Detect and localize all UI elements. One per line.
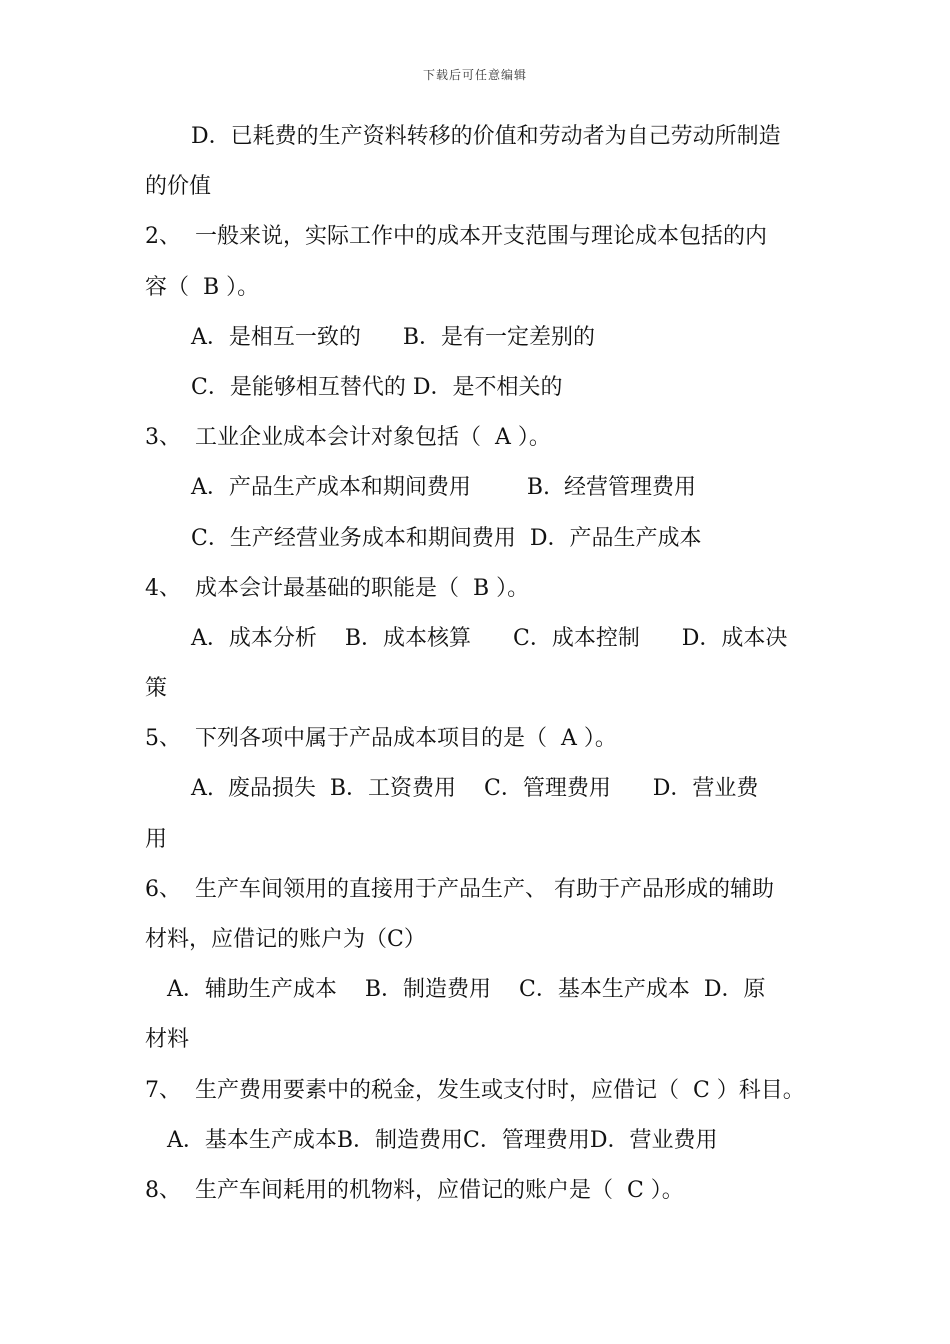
question-8: 8、 生产车间耗用的机物料，应借记的账户是（ C ）。 — [145, 1177, 684, 1203]
question-5: 5、 下列各项中属于产品成本项目的是（ A ）。 — [145, 726, 617, 752]
option-line: A. 废品损失 B．工资费用 C．管理费用 D．营业费 — [191, 776, 759, 802]
text-line: 的价值 — [145, 174, 212, 200]
text-line: 用 — [145, 826, 168, 852]
question-2: 2、 一般来说，实际工作中的成本开支范围与理论成本包括的内 — [145, 224, 767, 250]
text-line: 策 — [145, 676, 168, 702]
option-line: C．生产经营业务成本和期间费用 D．产品生产成本 — [191, 525, 702, 551]
text-line: 材料 — [145, 1027, 190, 1053]
option-line: A．成本分析 B．成本核算 C．成本控制 D．成本决 — [191, 625, 788, 651]
document-body — [145, 112, 825, 1216]
question-7: 7、 生产费用要素中的税金，发生或支付时，应借记（ C ）科目。 — [145, 1077, 805, 1103]
text-line: 容（ B ）。 — [145, 274, 260, 300]
option-line: A．是相互一致的 B．是有一定差别的 — [191, 324, 596, 350]
option-line: A．产品生产成本和期间费用 B. 经营管理费用 — [191, 475, 696, 501]
option-line: A．基本生产成本B．制造费用C．管理费用D．营业费用 — [167, 1127, 718, 1153]
question-6: 6、 生产车间领用的直接用于产品生产、 有助于产品形成的辅助 — [145, 876, 774, 902]
text-line: 材料，应借记的账户为（C） — [145, 927, 426, 952]
option-line: A．辅助生产成本 B．制造费用 C．基本生产成本 D．原 — [167, 977, 766, 1003]
page-header: 下载后可任意编辑 — [422, 68, 527, 82]
option-line: C．是能够相互替代的 D．是不相关的 — [191, 374, 563, 400]
question-3: 3、 工业企业成本会计对象包括（ A ）。 — [145, 425, 551, 451]
question-4: 4、 成本会计最基础的职能是（ B ）。 — [145, 575, 530, 601]
text-line: D．已耗费的生产资料转移的价值和劳动者为自己劳动所制造 — [191, 124, 781, 149]
